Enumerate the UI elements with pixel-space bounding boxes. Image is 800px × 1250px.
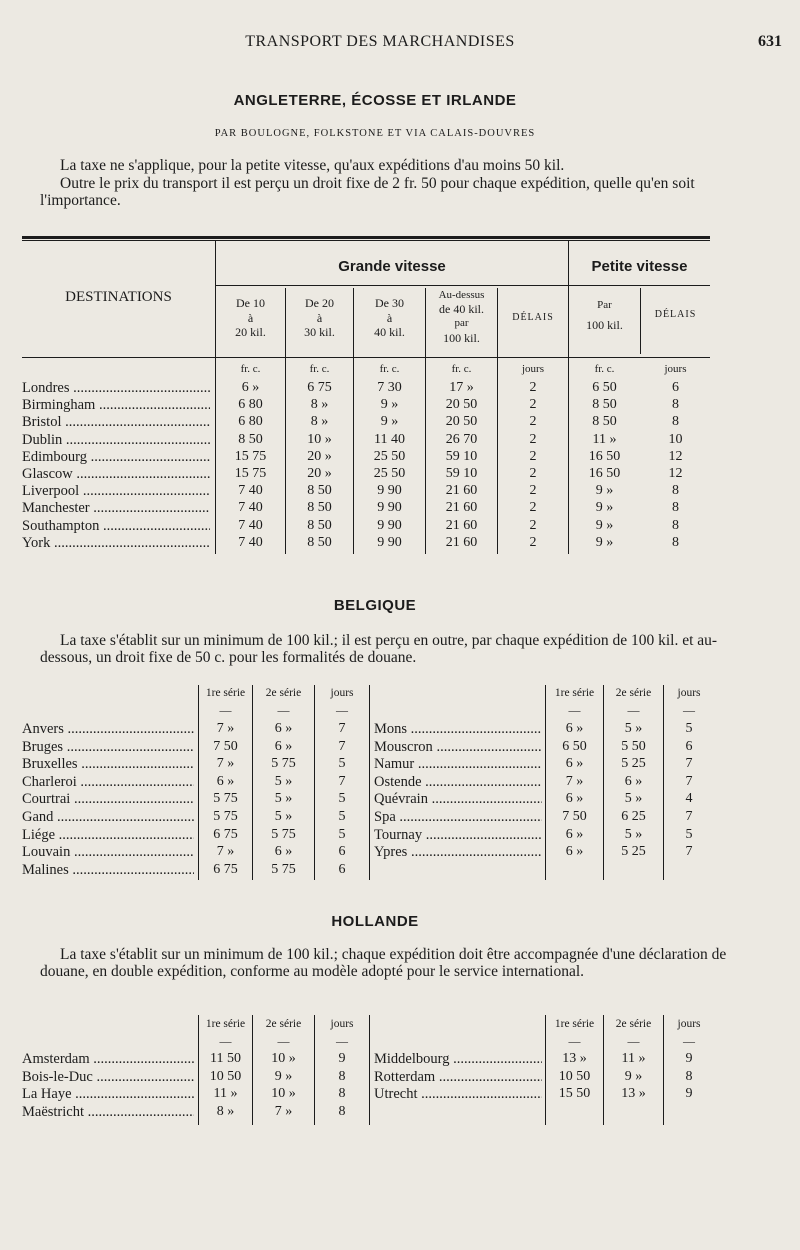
rate-cell: 8 50 [307, 517, 332, 533]
rate-cell: 2 [529, 500, 537, 516]
rate-cell: 21 60 [445, 534, 478, 550]
header-above-line2: de 40 kil. [439, 302, 484, 316]
rate-cell: 25 50 [373, 448, 406, 464]
rate-cell: 10 » [271, 1051, 296, 1066]
rate-cell: 21 60 [445, 483, 478, 499]
rate-cell: 25 50 [373, 466, 406, 481]
series-header: 2e série [265, 1018, 302, 1030]
rate-cell: 9 [338, 1051, 346, 1066]
station-name: Bruges ..... [22, 739, 194, 756]
station-name: Louvain ..... [22, 844, 194, 861]
rate-cell: 11 50 [210, 1051, 241, 1066]
rate-cell: 5 75 [271, 826, 296, 842]
unit-cell: fr. c. [451, 363, 472, 375]
rate-cell: 5 » [274, 773, 293, 789]
rate-cell: 11 » [621, 1051, 646, 1066]
col-divider [640, 288, 641, 354]
rate-cell: 7 40 [238, 534, 263, 550]
rate-cell: 6 » [274, 721, 293, 736]
station-name: Rotterdam ..... [374, 1069, 542, 1086]
rate-cell: 5 » [274, 809, 293, 824]
rate-cell: 8 [338, 1103, 346, 1119]
station-name: Anvers ..... [22, 721, 194, 738]
rate-cell: 6 80 [238, 397, 263, 413]
rate-cell: 9 » [595, 483, 614, 499]
rate-cell: 7 » [565, 773, 584, 789]
station-name: Mons ..... [374, 721, 542, 738]
header-delais: DÉLAIS [512, 312, 554, 323]
rate-cell: 2 [529, 534, 537, 550]
station-name: Courtrai ..... [22, 791, 194, 808]
unit-cell: fr. c. [240, 363, 261, 375]
unit-cell: fr. c. [594, 363, 615, 375]
series-header: 1re série [205, 1018, 246, 1030]
header-10-20-line1: De 10 [236, 296, 265, 310]
rate-cell: 6 [338, 861, 346, 877]
rate-cell: 7 [338, 738, 346, 754]
rate-cell: 59 10 [445, 466, 478, 481]
header-dash: — [683, 703, 695, 717]
series-header: jours [330, 1018, 354, 1030]
rate-cell: 15 75 [234, 448, 267, 464]
station-name: Bois-le-Duc ..... [22, 1069, 194, 1086]
header-10-20-line3: 20 kil. [235, 325, 266, 339]
rate-cell: 6 75 [307, 380, 332, 395]
destination-name: Manchester ..... [22, 500, 210, 517]
rate-cell: 5 50 [621, 738, 646, 754]
rate-cell: 6 75 [213, 861, 238, 877]
rate-cell: 7 » [216, 756, 235, 772]
rate-cell: 7 40 [238, 500, 263, 516]
rate-cell: 13 » [621, 1086, 646, 1102]
header-dash: — [277, 703, 290, 717]
unit-cell: fr. c. [379, 363, 400, 375]
station-name: Mouscron ..... [374, 739, 542, 756]
station-name: Malines ..... [22, 862, 194, 879]
rate-cell: 8 [672, 414, 679, 430]
series-header: jours [677, 1018, 701, 1030]
rate-cell: 6 » [565, 756, 584, 772]
unit-cell: fr. c. [309, 363, 330, 375]
rate-cell: 7 » [274, 1103, 293, 1119]
header-30-40-line3: 40 kil. [374, 325, 405, 339]
rate-cell: 2 [529, 517, 537, 533]
rate-cell: 5 » [624, 721, 643, 736]
header-bottom-rule [22, 357, 710, 358]
destination-name: Edimbourg ..... [22, 449, 210, 466]
header-grande-vitesse: Grande vitesse [338, 258, 446, 275]
rate-cell: 26 70 [445, 431, 478, 447]
rate-cell: 21 60 [445, 517, 478, 533]
rate-cell: 9 [685, 1086, 693, 1102]
rate-cell: 7 50 [562, 809, 587, 824]
rate-cell: 5 25 [621, 844, 646, 860]
rate-cell: 6 » [216, 773, 235, 789]
rate-cell: 8 [672, 397, 679, 413]
group-rule [216, 285, 568, 286]
station-name: Namur ..... [374, 756, 542, 773]
rate-cell: 17 » [449, 380, 474, 395]
rate-cell: 5 75 [271, 861, 296, 877]
station-name: Middelbourg ..... [374, 1051, 542, 1068]
rate-cell: 7 [685, 809, 693, 824]
rate-cell: 20 » [307, 448, 332, 464]
table-top-rule [22, 236, 710, 239]
rate-cell: 5 [338, 791, 346, 807]
unit-cell: jours [522, 363, 544, 375]
rate-cell: 7 [685, 756, 693, 772]
rate-cell: 7 [338, 721, 346, 736]
rate-cell: 9 90 [377, 500, 402, 516]
section-title-hollande: HOLLANDE [331, 913, 419, 930]
section-title-belgique: BELGIQUE [333, 597, 417, 614]
rate-cell: 8 50 [592, 414, 617, 430]
series-header: 2e série [615, 687, 652, 699]
series-header: 2e série [615, 1018, 652, 1030]
rate-cell: 5 [685, 721, 693, 736]
rate-cell: 10 » [271, 1086, 296, 1102]
rate-cell: 8 » [310, 397, 329, 413]
rate-cell: 11 » [213, 1086, 238, 1102]
rate-cell: 2 [529, 414, 537, 430]
header-10-20-line2: à [247, 311, 254, 325]
rate-cell: 11 » [592, 431, 617, 447]
rate-cell: 8 [685, 1068, 693, 1084]
header-20-30-line1: De 20 [305, 296, 334, 310]
rate-cell: 2 [529, 397, 537, 413]
station-name: Spa ..... [374, 809, 542, 826]
rate-cell: 8 » [216, 1103, 235, 1119]
rate-cell: 9 » [595, 517, 614, 533]
header-above-line4: 100 kil. [443, 331, 480, 345]
paragraph-hollande: La taxe s'établit sur un minimum de 100 kil.; chaque expédition doit être accompagnée d'une déclaration de douane, en double expédition, conforme au modèle adopté pour le service international. [40, 946, 727, 980]
station-name: La Haye ..... [22, 1086, 194, 1103]
rate-cell: 59 10 [445, 448, 478, 464]
rate-cell: 6 » [565, 826, 584, 842]
rate-cell: 2 [529, 483, 537, 499]
rate-cell: 2 [529, 466, 537, 481]
rate-cell: 9 » [595, 500, 614, 516]
rate-cell: 12 [668, 466, 683, 481]
rate-cell: 15 50 [558, 1086, 591, 1102]
rate-cell: 2 [529, 448, 537, 464]
rate-cell: 8 [672, 517, 679, 533]
header-dash: — [627, 1034, 640, 1048]
header-above-line1: Au-dessus [438, 289, 485, 301]
rate-cell: 7 30 [377, 380, 402, 395]
header-dash: — [683, 1034, 695, 1048]
rate-cell: 10 » [307, 431, 332, 447]
running-header: TRANSPORT DES MARCHANDISES [245, 33, 515, 50]
rate-cell: 13 » [562, 1051, 587, 1066]
rate-cell: 6 » [565, 844, 584, 860]
rate-cell: 6 80 [238, 414, 263, 430]
header-dash: — [219, 703, 232, 717]
rate-cell: 21 60 [445, 500, 478, 516]
header-par-line1: Par [597, 299, 612, 311]
rate-cell: 9 [685, 1051, 693, 1066]
series-header: 1re série [554, 1018, 595, 1030]
rate-cell: 6 [338, 844, 346, 860]
station-name: Gand ..... [22, 809, 194, 826]
rate-cell: 8 [338, 1086, 346, 1102]
destination-name: Birmingham ..... [22, 397, 210, 414]
rate-cell: 7 50 [213, 738, 238, 754]
paragraph-angleterre-1: La taxe ne s'applique, pour la petite vitesse, qu'aux expéditions d'au moins 50 kil. [60, 157, 565, 174]
page-number: 631 [758, 33, 782, 50]
header-dash: — [568, 1034, 581, 1048]
rate-cell: 8 [672, 483, 679, 499]
rate-cell: 20 » [307, 466, 332, 481]
station-name: Maëstricht ..... [22, 1104, 194, 1121]
header-par-line2: 100 kil. [586, 318, 623, 332]
destination-name: Londres ..... [22, 380, 210, 397]
section-title-angleterre: ANGLETERRE, ÉCOSSE ET IRLANDE [233, 92, 517, 109]
rate-cell: 5 25 [621, 756, 646, 772]
paragraph-belgique: La taxe s'établit sur un minimum de 100 kil.; il est perçu en outre, par chaque expédition de 100 kil. et au-dessous, un droit fixe de 50 c. pour les formalités de douane. [40, 632, 718, 666]
rate-cell: 8 » [310, 414, 329, 430]
rate-cell: 2 [529, 380, 537, 395]
rate-cell: 5 [338, 809, 346, 824]
rate-cell: 9 90 [377, 483, 402, 499]
station-name: Ypres ..... [374, 844, 542, 861]
col-divider [369, 1015, 370, 1125]
header-destinations: DESTINATIONS [65, 289, 172, 305]
header-dash: — [336, 1034, 348, 1048]
series-header: 2e série [265, 687, 302, 699]
rate-cell: 8 [338, 1068, 346, 1084]
series-header: 1re série [554, 687, 595, 699]
rate-cell: 2 [529, 431, 537, 447]
rate-cell: 7 40 [238, 483, 263, 499]
rate-cell: 9 90 [377, 517, 402, 533]
rate-cell: 6 [685, 738, 693, 754]
rate-cell: 7 [685, 844, 693, 860]
rate-cell: 5 » [624, 826, 643, 842]
rate-cell: 5 75 [213, 791, 238, 807]
rate-cell: 6 » [624, 773, 643, 789]
header-above-line3: par [454, 317, 469, 329]
rate-cell: 5 » [624, 791, 643, 807]
header-30-40-line1: De 30 [375, 296, 404, 310]
rate-cell: 9 » [380, 414, 399, 430]
header-dash: — [219, 1034, 232, 1048]
rate-cell: 10 50 [558, 1068, 591, 1084]
rate-cell: 7 [685, 773, 693, 789]
station-name: Tournay ..... [374, 827, 542, 844]
rate-cell: 20 50 [445, 414, 478, 430]
rate-cell: 11 40 [374, 431, 405, 447]
rate-cell: 5 [338, 756, 346, 772]
rate-cell: 6 75 [213, 826, 238, 842]
series-header: jours [677, 687, 701, 699]
destination-name: York ..... [22, 535, 210, 552]
rate-cell: 20 50 [445, 397, 478, 413]
rate-cell: 9 90 [377, 534, 402, 550]
header-delais-petite: DÉLAIS [654, 309, 697, 320]
rate-cell: 4 [685, 791, 693, 807]
station-name: Bruxelles ..... [22, 756, 194, 773]
station-name: Charleroi ..... [22, 774, 194, 791]
destination-name: Southampton ..... [22, 518, 210, 535]
rate-cell: 16 50 [588, 466, 621, 481]
station-name: Utrecht ..... [374, 1086, 542, 1103]
rate-cell: 8 50 [592, 397, 617, 413]
rate-cell: 8 [672, 500, 679, 516]
rate-cell: 6 25 [621, 809, 646, 824]
header-dash: — [336, 703, 348, 717]
rate-cell: 6 50 [562, 738, 587, 754]
rate-cell: 6 » [274, 738, 293, 754]
rate-cell: 9 » [624, 1068, 643, 1084]
rate-cell: 9 » [274, 1068, 293, 1084]
section-subtitle-angleterre: PAR BOULOGNE, FOLKSTONE ET VIA CALAIS-DOUVRES [214, 128, 536, 139]
rate-cell: 15 75 [234, 466, 267, 481]
station-name: Ostende ..... [374, 774, 542, 791]
rate-cell: 9 » [380, 397, 399, 413]
rate-cell: 6 » [565, 721, 584, 736]
rate-cell: 12 [668, 448, 683, 464]
rate-cell: 7 » [216, 844, 235, 860]
header-petite-vitesse: Petite vitesse [591, 258, 688, 275]
rate-cell: 8 50 [307, 500, 332, 516]
destination-name: Liverpool ..... [22, 483, 210, 500]
header-dash: — [627, 703, 640, 717]
rate-cell: 6 » [565, 791, 584, 807]
rate-cell: 7 [338, 773, 346, 789]
station-name: Quévrain ..... [374, 791, 542, 808]
rate-cell: 7 40 [238, 517, 263, 533]
rate-cell: 9 » [595, 534, 614, 550]
rate-cell: 10 50 [209, 1068, 242, 1084]
rate-cell: 10 [668, 431, 683, 447]
rate-cell: 8 50 [307, 534, 332, 550]
rate-cell: 5 [338, 826, 346, 842]
paragraph-angleterre-2: Outre le prix du transport il est perçu un droit fixe de 2 fr. 50 pour chaque expédition, quelle qu'en soit l'importance. [40, 175, 695, 209]
rate-cell: 8 50 [307, 483, 332, 499]
rate-cell: 6 » [241, 380, 260, 395]
group-rule [569, 285, 710, 286]
unit-cell: jours [664, 363, 687, 375]
header-20-30-line3: 30 kil. [304, 325, 335, 339]
destination-name: Glascow ..... [22, 466, 210, 483]
rate-cell: 6 50 [592, 380, 617, 395]
header-30-40-line2: à [386, 311, 393, 325]
station-name: Amsterdam ..... [22, 1051, 194, 1068]
header-20-30-line2: à [316, 311, 323, 325]
col-divider [369, 685, 370, 880]
header-dash: — [277, 1034, 290, 1048]
series-header: 1re série [205, 687, 246, 699]
rate-cell: 8 [672, 534, 679, 550]
rate-cell: 5 75 [213, 809, 238, 824]
rate-cell: 7 » [216, 721, 235, 736]
rate-cell: 6 » [274, 844, 293, 860]
header-dash: — [568, 703, 581, 717]
rate-cell: 5 » [274, 791, 293, 807]
rate-cell: 8 50 [238, 431, 263, 447]
rate-cell: 16 50 [588, 448, 621, 464]
table-top-rule-thin [22, 240, 710, 241]
series-header: jours [330, 687, 354, 699]
destination-name: Dublin ..... [22, 432, 210, 449]
destination-name: Bristol ..... [22, 414, 210, 431]
rate-cell: 5 [685, 826, 693, 842]
rate-cell: 5 75 [271, 756, 296, 772]
station-name: Liége ..... [22, 827, 194, 844]
rate-cell: 6 [672, 380, 679, 395]
